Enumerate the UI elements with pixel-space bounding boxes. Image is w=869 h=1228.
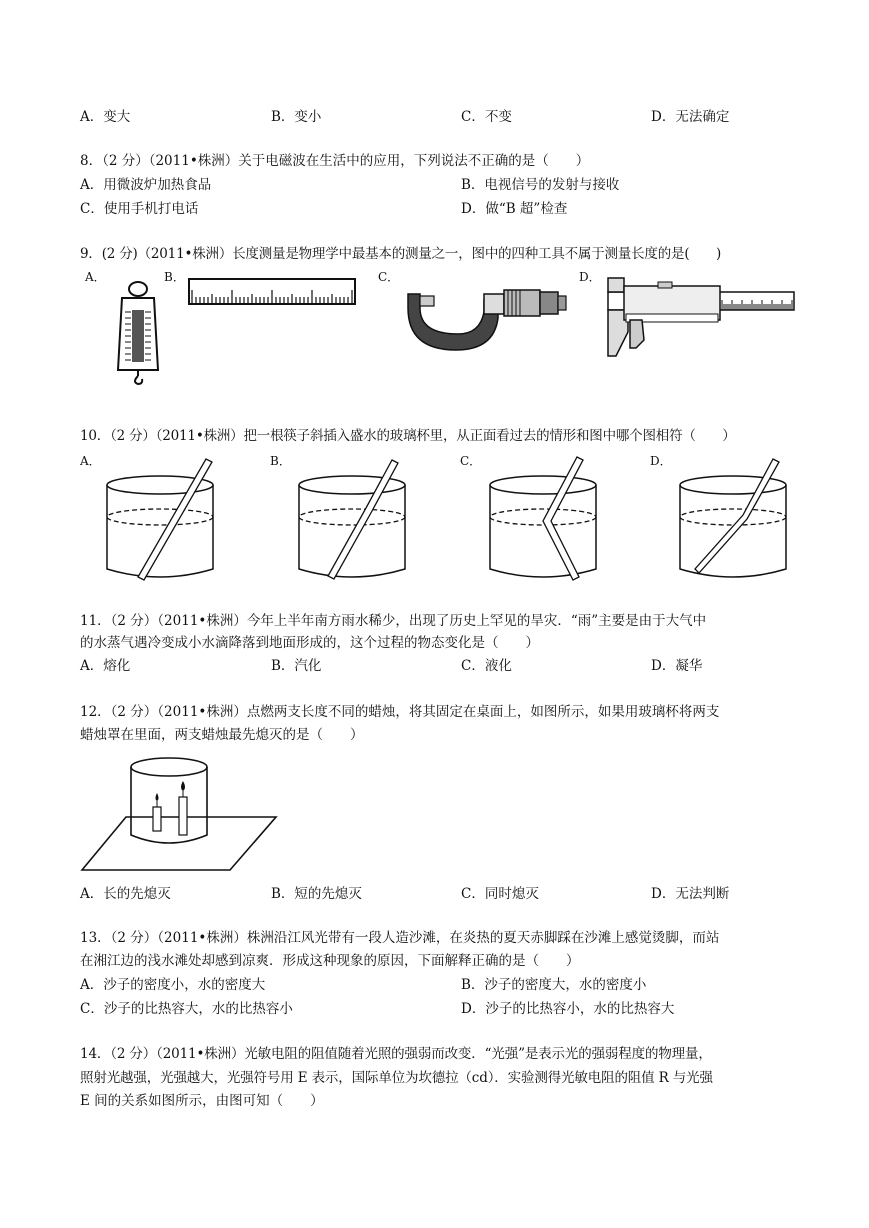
micrometer-icon (398, 272, 568, 352)
q9-label-b[interactable]: B． (164, 270, 185, 284)
q11-stem-line-2: 的水蒸气遇冷变成小水滴降落到地面形成的，这个过程的物态变化是（ ） (80, 635, 539, 651)
q10-label-a[interactable]: A． (80, 454, 101, 468)
q13-stem-line-1: 13．（2 分）（2011•株洲）株洲沿江风光带有一段人造沙滩，在炎热的夏天赤脚踩在沙滩上感觉烫脚，而站 (80, 930, 720, 946)
q13-option-c[interactable]: C．沙子的比热容大，水的比热容小 (80, 1001, 293, 1017)
q12-option-d[interactable]: D．无法判断 (651, 886, 730, 902)
beaker-d-icon (673, 455, 793, 585)
q7-option-a[interactable]: A．变大 (80, 109, 131, 125)
q11-option-a[interactable]: A．熔化 (80, 658, 131, 674)
q13-option-d[interactable]: D．沙子的比热容小，水的比热容大 (461, 1001, 675, 1017)
q11-option-d[interactable]: D．凝华 (651, 658, 703, 674)
q12-option-a[interactable]: A．长的先熄灭 (80, 886, 171, 902)
spring-scale-icon (108, 280, 168, 385)
q13-option-b[interactable]: B．沙子的密度大，水的密度小 (461, 977, 647, 993)
beaker-a-icon (100, 455, 220, 585)
q8-option-b[interactable]: B．电视信号的发射与接收 (461, 177, 620, 193)
q10-label-d[interactable]: D． (650, 454, 672, 468)
q9-label-c[interactable]: C． (378, 270, 400, 284)
q9-label-a[interactable]: A． (85, 270, 106, 284)
q8-option-a[interactable]: A．用微波炉加热食品 (80, 177, 212, 193)
q14-stem-line-3: E 间的关系如图所示，由图可知（ ） (80, 1093, 324, 1109)
q9-label-d[interactable]: D． (579, 270, 601, 284)
q10-label-b[interactable]: B． (270, 454, 291, 468)
q11-option-b[interactable]: B．汽化 (271, 658, 322, 674)
q7-option-d[interactable]: D．无法确定 (651, 109, 730, 125)
q8-stem: 8．（2 分）（2011•株洲）关于电磁波在生活中的应用，下列说法不正确的是（ ） (80, 153, 590, 169)
q14-stem-line-1: 14．（2 分）（2011•株洲）光敏电阻的阻值随着光照的强弱而改变．“光强”是表示光的强弱程度的物理量， (80, 1046, 712, 1062)
vernier-caliper-icon (600, 272, 796, 360)
q13-option-a[interactable]: A．沙子的密度小，水的密度大 (80, 977, 266, 993)
q9-stem: 9．(2 分)（2011•株洲）长度测量是物理学中最基本的测量之一，图中的四种工具不属于测量长度的是( ) (80, 246, 722, 262)
q12-option-b[interactable]: B．短的先熄灭 (271, 886, 362, 902)
q12-stem-line-1: 12．（2 分）（2011•株洲）点燃两支长度不同的蜡烛，将其固定在桌面上，如图所示，如果用玻璃杯将两支 (80, 704, 720, 720)
q11-option-c[interactable]: C．液化 (461, 658, 512, 674)
beaker-b-icon (292, 455, 412, 585)
q12-option-c[interactable]: C．同时熄灭 (461, 886, 539, 902)
candle-glass-icon (80, 755, 280, 873)
q10-stem: 10．（2 分）（2011•株洲）把一根筷子斜插入盛水的玻璃杯里，从正面看过去的情形和图中哪个图相符（ ） (80, 428, 736, 444)
beaker-c-icon (483, 455, 603, 585)
q8-option-d[interactable]: D．做“B 超”检查 (461, 201, 568, 217)
q14-stem-line-2: 照射光越强，光强越大，光强符号用 E 表示，国际单位为坎德拉（cd）．实验测得光敏电阻的阻值 R 与光强 (80, 1070, 713, 1086)
ruler-icon (188, 278, 356, 306)
q8-option-c[interactable]: C．使用手机打电话 (80, 201, 199, 217)
q7-option-b[interactable]: B．变小 (271, 109, 322, 125)
q10-label-c[interactable]: C． (460, 454, 482, 468)
q11-stem-line-1: 11．（2 分）（2011•株洲）今年上半年南方雨水稀少，出现了历史上罕见的旱灾．“雨”主要是由于大气中 (80, 613, 707, 629)
q7-option-c[interactable]: C．不变 (461, 109, 512, 125)
q12-stem-line-2: 蜡烛罩在里面，两支蜡烛最先熄灭的是（ ） (80, 727, 364, 743)
q13-stem-line-2: 在湘江边的浅水滩处却感到凉爽．形成这种现象的原因，下面解释正确的是（ ） (80, 953, 580, 969)
